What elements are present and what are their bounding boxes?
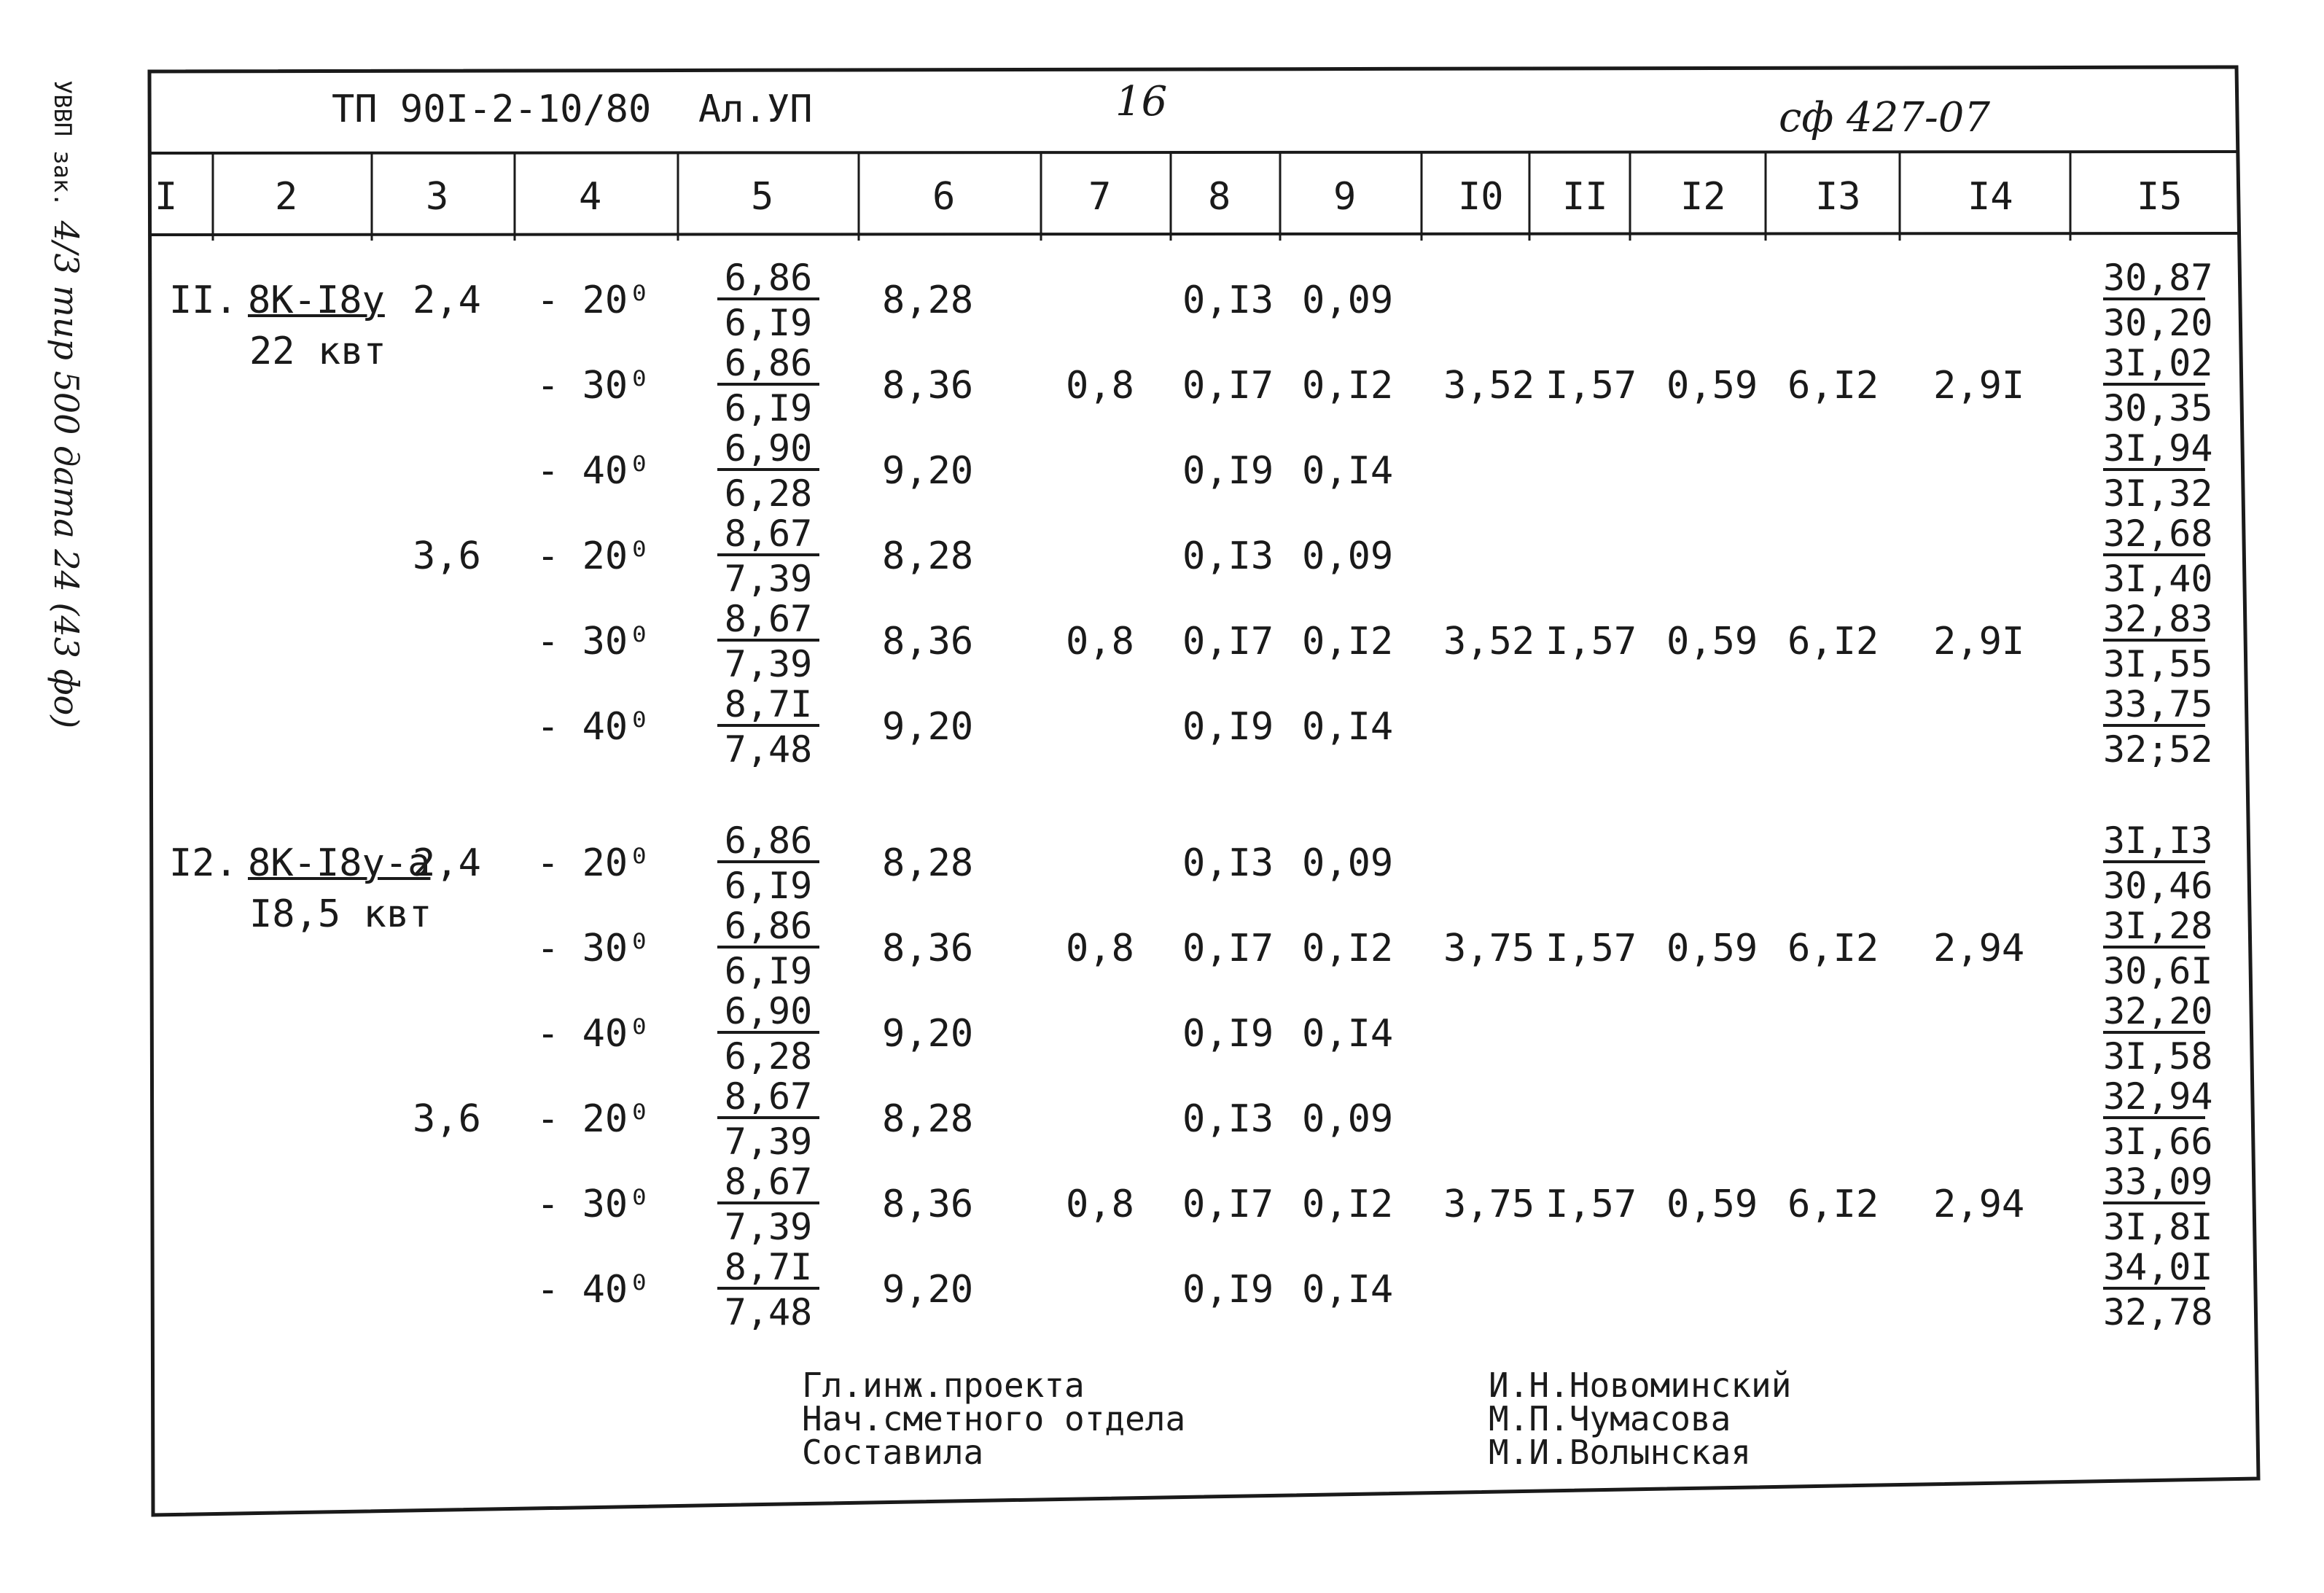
total-fraction-denominator: 3I,40 bbox=[2103, 558, 2213, 600]
total-fraction bbox=[2103, 342, 2213, 429]
cost-fraction-numerator: 8,67 bbox=[717, 515, 819, 556]
total-fraction-numerator: 3I,02 bbox=[2103, 342, 2213, 384]
total-fraction bbox=[2103, 257, 2213, 344]
cost-fraction-denominator: 6,28 bbox=[724, 1035, 813, 1078]
total-fraction-denominator: 30,35 bbox=[2103, 387, 2213, 429]
column-header: 9 bbox=[1333, 175, 1357, 219]
col9-value: 0,09 bbox=[1302, 1097, 1394, 1141]
total-fraction bbox=[2103, 990, 2213, 1078]
column-header: 2 bbox=[275, 175, 298, 219]
cost-fraction bbox=[717, 1075, 819, 1163]
total-fraction-numerator: 33,09 bbox=[2103, 1161, 2213, 1203]
head-value: 3,6 bbox=[413, 1097, 481, 1141]
col10-value: 3,75 bbox=[1443, 1183, 1535, 1226]
temperature: - 30⁰ bbox=[537, 927, 651, 970]
column-header: I2 bbox=[1680, 175, 1726, 219]
col14-value: 2,9I bbox=[1933, 364, 2025, 408]
total-fraction-numerator: 34,0I bbox=[2103, 1246, 2213, 1288]
cost-fraction-denominator: 7,39 bbox=[724, 643, 813, 685]
col7-value: 0,8 bbox=[1066, 927, 1134, 970]
column-header: 6 bbox=[932, 175, 956, 219]
total-fraction-denominator: 3I,58 bbox=[2103, 1035, 2213, 1078]
cost-fraction-numerator: 6,90 bbox=[717, 993, 819, 1034]
cost-fraction-denominator: 6,I9 bbox=[724, 865, 813, 907]
total-fraction bbox=[2103, 1075, 2213, 1163]
column-header: I0 bbox=[1458, 175, 1504, 219]
cost-fraction-denominator: 7,39 bbox=[724, 1206, 813, 1248]
column-header: 8 bbox=[1208, 175, 1231, 219]
signature-role: Нач.сметного отдела bbox=[802, 1399, 1186, 1438]
col6-value: 9,20 bbox=[882, 1268, 974, 1312]
temperature: - 20⁰ bbox=[537, 279, 651, 322]
total-fraction bbox=[2103, 1161, 2213, 1248]
total-fraction-denominator: 3I,32 bbox=[2103, 472, 2213, 515]
cost-fraction bbox=[717, 819, 819, 907]
total-fraction-numerator: 32,68 bbox=[2103, 513, 2213, 555]
cost-fraction-denominator: 7,48 bbox=[724, 1291, 813, 1333]
column-header: I5 bbox=[2137, 175, 2183, 219]
total-fraction-denominator: 30,20 bbox=[2103, 302, 2213, 344]
total-fraction bbox=[2103, 598, 2213, 685]
album-ref: Ал.УП bbox=[698, 87, 813, 131]
cost-fraction bbox=[717, 1246, 819, 1333]
cost-fraction-numerator: 8,67 bbox=[717, 601, 819, 642]
col13-value: 6,I2 bbox=[1787, 1183, 1879, 1226]
side-note-handwritten: 4/3 тир 500 дата 24 (43 фо) bbox=[47, 220, 86, 729]
col14-value: 2,94 bbox=[1933, 1183, 2025, 1226]
col12-value: 0,59 bbox=[1666, 620, 1758, 663]
col12-value: 0,59 bbox=[1666, 927, 1758, 970]
temperature: - 20⁰ bbox=[537, 534, 651, 578]
col6-value: 8,36 bbox=[882, 620, 974, 663]
side-note-print: УВВП зак. bbox=[49, 80, 77, 207]
cost-fraction bbox=[717, 1161, 819, 1248]
group-number: I2. bbox=[169, 841, 238, 885]
temperature: - 30⁰ bbox=[537, 1183, 651, 1226]
head-value: 2,4 bbox=[413, 841, 481, 885]
cost-fraction bbox=[717, 427, 819, 515]
total-fraction-numerator: 3I,I3 bbox=[2103, 819, 2213, 862]
total-fraction bbox=[2103, 683, 2213, 771]
column-header: 4 bbox=[579, 175, 602, 219]
cost-fraction-numerator: 6,86 bbox=[717, 345, 819, 386]
cost-fraction-numerator: 6,90 bbox=[717, 430, 819, 471]
col14-value: 2,9I bbox=[1933, 620, 2025, 663]
cost-fraction-numerator: 6,86 bbox=[717, 260, 819, 300]
total-fraction bbox=[2103, 427, 2213, 515]
total-fraction-numerator: 33,75 bbox=[2103, 683, 2213, 725]
pump-model: 8К-I8у-а bbox=[248, 841, 431, 885]
temperature: - 40⁰ bbox=[537, 1012, 651, 1056]
cost-fraction-denominator: 6,I9 bbox=[724, 302, 813, 344]
col6-value: 8,36 bbox=[882, 364, 974, 408]
col8-value: 0,I3 bbox=[1182, 841, 1274, 885]
col11-value: I,57 bbox=[1545, 364, 1637, 408]
temperature: - 20⁰ bbox=[537, 841, 651, 885]
col10-value: 3,52 bbox=[1443, 364, 1535, 408]
col6-value: 8,28 bbox=[882, 279, 974, 322]
cost-fraction-numerator: 6,86 bbox=[717, 822, 819, 863]
col8-value: 0,I9 bbox=[1182, 705, 1274, 749]
col11-value: I,57 bbox=[1545, 1183, 1637, 1226]
col6-value: 8,28 bbox=[882, 1097, 974, 1141]
col8-value: 0,I7 bbox=[1182, 927, 1274, 970]
doc-code: ТП 90I-2-10/80 bbox=[332, 87, 652, 131]
total-fraction-numerator: 32,94 bbox=[2103, 1075, 2213, 1118]
col7-value: 0,8 bbox=[1066, 364, 1134, 408]
motor-power: 22 квт bbox=[249, 330, 386, 373]
archive-ref: сф 427-07 bbox=[1779, 94, 1991, 141]
col8-value: 0,I9 bbox=[1182, 1268, 1274, 1312]
col7-value: 0,8 bbox=[1066, 620, 1134, 663]
col11-value: I,57 bbox=[1545, 927, 1637, 970]
cost-fraction-denominator: 6,28 bbox=[724, 472, 813, 515]
signature-name: И.Н.Новоминский bbox=[1489, 1366, 1792, 1405]
cost-fraction bbox=[717, 905, 819, 992]
cost-fraction-numerator: 8,67 bbox=[717, 1164, 819, 1204]
col12-value: 0,59 bbox=[1666, 1183, 1758, 1226]
column-header: II bbox=[1562, 175, 1608, 219]
group-number: II. bbox=[169, 279, 238, 322]
col9-value: 0,09 bbox=[1302, 534, 1394, 578]
cost-fraction bbox=[717, 990, 819, 1078]
total-fraction-denominator: 32,78 bbox=[2103, 1291, 2213, 1333]
cost-fraction bbox=[717, 513, 819, 600]
temperature: - 30⁰ bbox=[537, 364, 651, 408]
temperature: - 40⁰ bbox=[537, 1268, 651, 1312]
col6-value: 8,28 bbox=[882, 534, 974, 578]
col9-value: 0,I4 bbox=[1302, 449, 1394, 493]
cost-fraction-denominator: 6,I9 bbox=[724, 387, 813, 429]
col9-value: 0,I4 bbox=[1302, 705, 1394, 749]
pump-model: 8К-I8у bbox=[248, 279, 385, 322]
cost-fraction-denominator: 6,I9 bbox=[724, 950, 813, 992]
total-fraction bbox=[2103, 905, 2213, 992]
column-header: 3 bbox=[426, 175, 449, 219]
cost-fraction bbox=[717, 257, 819, 344]
column-header: I3 bbox=[1815, 175, 1861, 219]
temperature: - 40⁰ bbox=[537, 705, 651, 749]
total-fraction-denominator: 32;52 bbox=[2103, 728, 2213, 771]
cost-fraction bbox=[717, 683, 819, 771]
col8-value: 0,I9 bbox=[1182, 1012, 1274, 1056]
column-header: 7 bbox=[1088, 175, 1112, 219]
signature-role: Составила bbox=[802, 1433, 984, 1472]
cost-fraction-denominator: 7,39 bbox=[724, 1121, 813, 1163]
col6-value: 9,20 bbox=[882, 1012, 974, 1056]
column-header: 5 bbox=[751, 175, 774, 219]
total-fraction-numerator: 32,83 bbox=[2103, 598, 2213, 640]
total-fraction-denominator: 30,46 bbox=[2103, 865, 2213, 907]
cost-fraction-numerator: 8,67 bbox=[717, 1078, 819, 1119]
signature-name: М.П.Чумасова bbox=[1489, 1399, 1731, 1438]
total-fraction-numerator: 32,20 bbox=[2103, 990, 2213, 1032]
col14-value: 2,94 bbox=[1933, 927, 2025, 970]
cost-fraction bbox=[717, 598, 819, 685]
col9-value: 0,I4 bbox=[1302, 1012, 1394, 1056]
motor-power: I8,5 квт bbox=[249, 892, 432, 936]
col12-value: 0,59 bbox=[1666, 364, 1758, 408]
total-fraction-denominator: 3I,8I bbox=[2103, 1206, 2213, 1248]
col8-value: 0,I3 bbox=[1182, 1097, 1274, 1141]
cost-fraction-numerator: 8,7I bbox=[717, 686, 819, 727]
col7-value: 0,8 bbox=[1066, 1183, 1134, 1226]
signature-role: Гл.инж.проекта bbox=[802, 1366, 1085, 1405]
temperature: - 40⁰ bbox=[537, 449, 651, 493]
total-fraction bbox=[2103, 819, 2213, 907]
col9-value: 0,I2 bbox=[1302, 927, 1394, 970]
col9-value: 0,09 bbox=[1302, 841, 1394, 885]
col10-value: 3,52 bbox=[1443, 620, 1535, 663]
temperature: - 30⁰ bbox=[537, 620, 651, 663]
total-fraction-numerator: 30,87 bbox=[2103, 257, 2213, 299]
column-header: I4 bbox=[1968, 175, 2013, 219]
cost-fraction-denominator: 7,39 bbox=[724, 558, 813, 600]
col13-value: 6,I2 bbox=[1787, 364, 1879, 408]
col8-value: 0,I9 bbox=[1182, 449, 1274, 493]
col8-value: 0,I7 bbox=[1182, 1183, 1274, 1226]
col6-value: 8,28 bbox=[882, 841, 974, 885]
col8-value: 0,I7 bbox=[1182, 620, 1274, 663]
col8-value: 0,I7 bbox=[1182, 364, 1274, 408]
col13-value: 6,I2 bbox=[1787, 620, 1879, 663]
cost-fraction bbox=[717, 342, 819, 429]
signature-name: М.И.Волынская bbox=[1489, 1433, 1752, 1472]
col9-value: 0,09 bbox=[1302, 279, 1394, 322]
col6-value: 9,20 bbox=[882, 449, 974, 493]
head-value: 2,4 bbox=[413, 279, 481, 322]
col8-value: 0,I3 bbox=[1182, 279, 1274, 322]
col9-value: 0,I4 bbox=[1302, 1268, 1394, 1312]
total-fraction-denominator: 3I,55 bbox=[2103, 643, 2213, 685]
cost-fraction-numerator: 8,7I bbox=[717, 1249, 819, 1290]
cost-fraction-numerator: 6,86 bbox=[717, 908, 819, 949]
total-fraction bbox=[2103, 1246, 2213, 1333]
col10-value: 3,75 bbox=[1443, 927, 1535, 970]
head-value: 3,6 bbox=[413, 534, 481, 578]
total-fraction-denominator: 30,6I bbox=[2103, 950, 2213, 992]
col6-value: 8,36 bbox=[882, 927, 974, 970]
col8-value: 0,I3 bbox=[1182, 534, 1274, 578]
cost-fraction-denominator: 7,48 bbox=[724, 728, 813, 771]
total-fraction-numerator: 3I,28 bbox=[2103, 905, 2213, 947]
side-note bbox=[47, 80, 86, 728]
col13-value: 6,I2 bbox=[1787, 927, 1879, 970]
col6-value: 8,36 bbox=[882, 1183, 974, 1226]
temperature: - 20⁰ bbox=[537, 1097, 651, 1141]
column-header: I bbox=[155, 175, 178, 219]
total-fraction bbox=[2103, 513, 2213, 600]
total-fraction-numerator: 3I,94 bbox=[2103, 427, 2213, 470]
column-dividers bbox=[213, 153, 2070, 241]
col11-value: I,57 bbox=[1545, 620, 1637, 663]
col9-value: 0,I2 bbox=[1302, 364, 1394, 408]
col9-value: 0,I2 bbox=[1302, 1183, 1394, 1226]
col6-value: 9,20 bbox=[882, 705, 974, 749]
col9-value: 0,I2 bbox=[1302, 620, 1394, 663]
total-fraction-denominator: 3I,66 bbox=[2103, 1121, 2213, 1163]
page-number: 16 bbox=[1115, 78, 1168, 125]
